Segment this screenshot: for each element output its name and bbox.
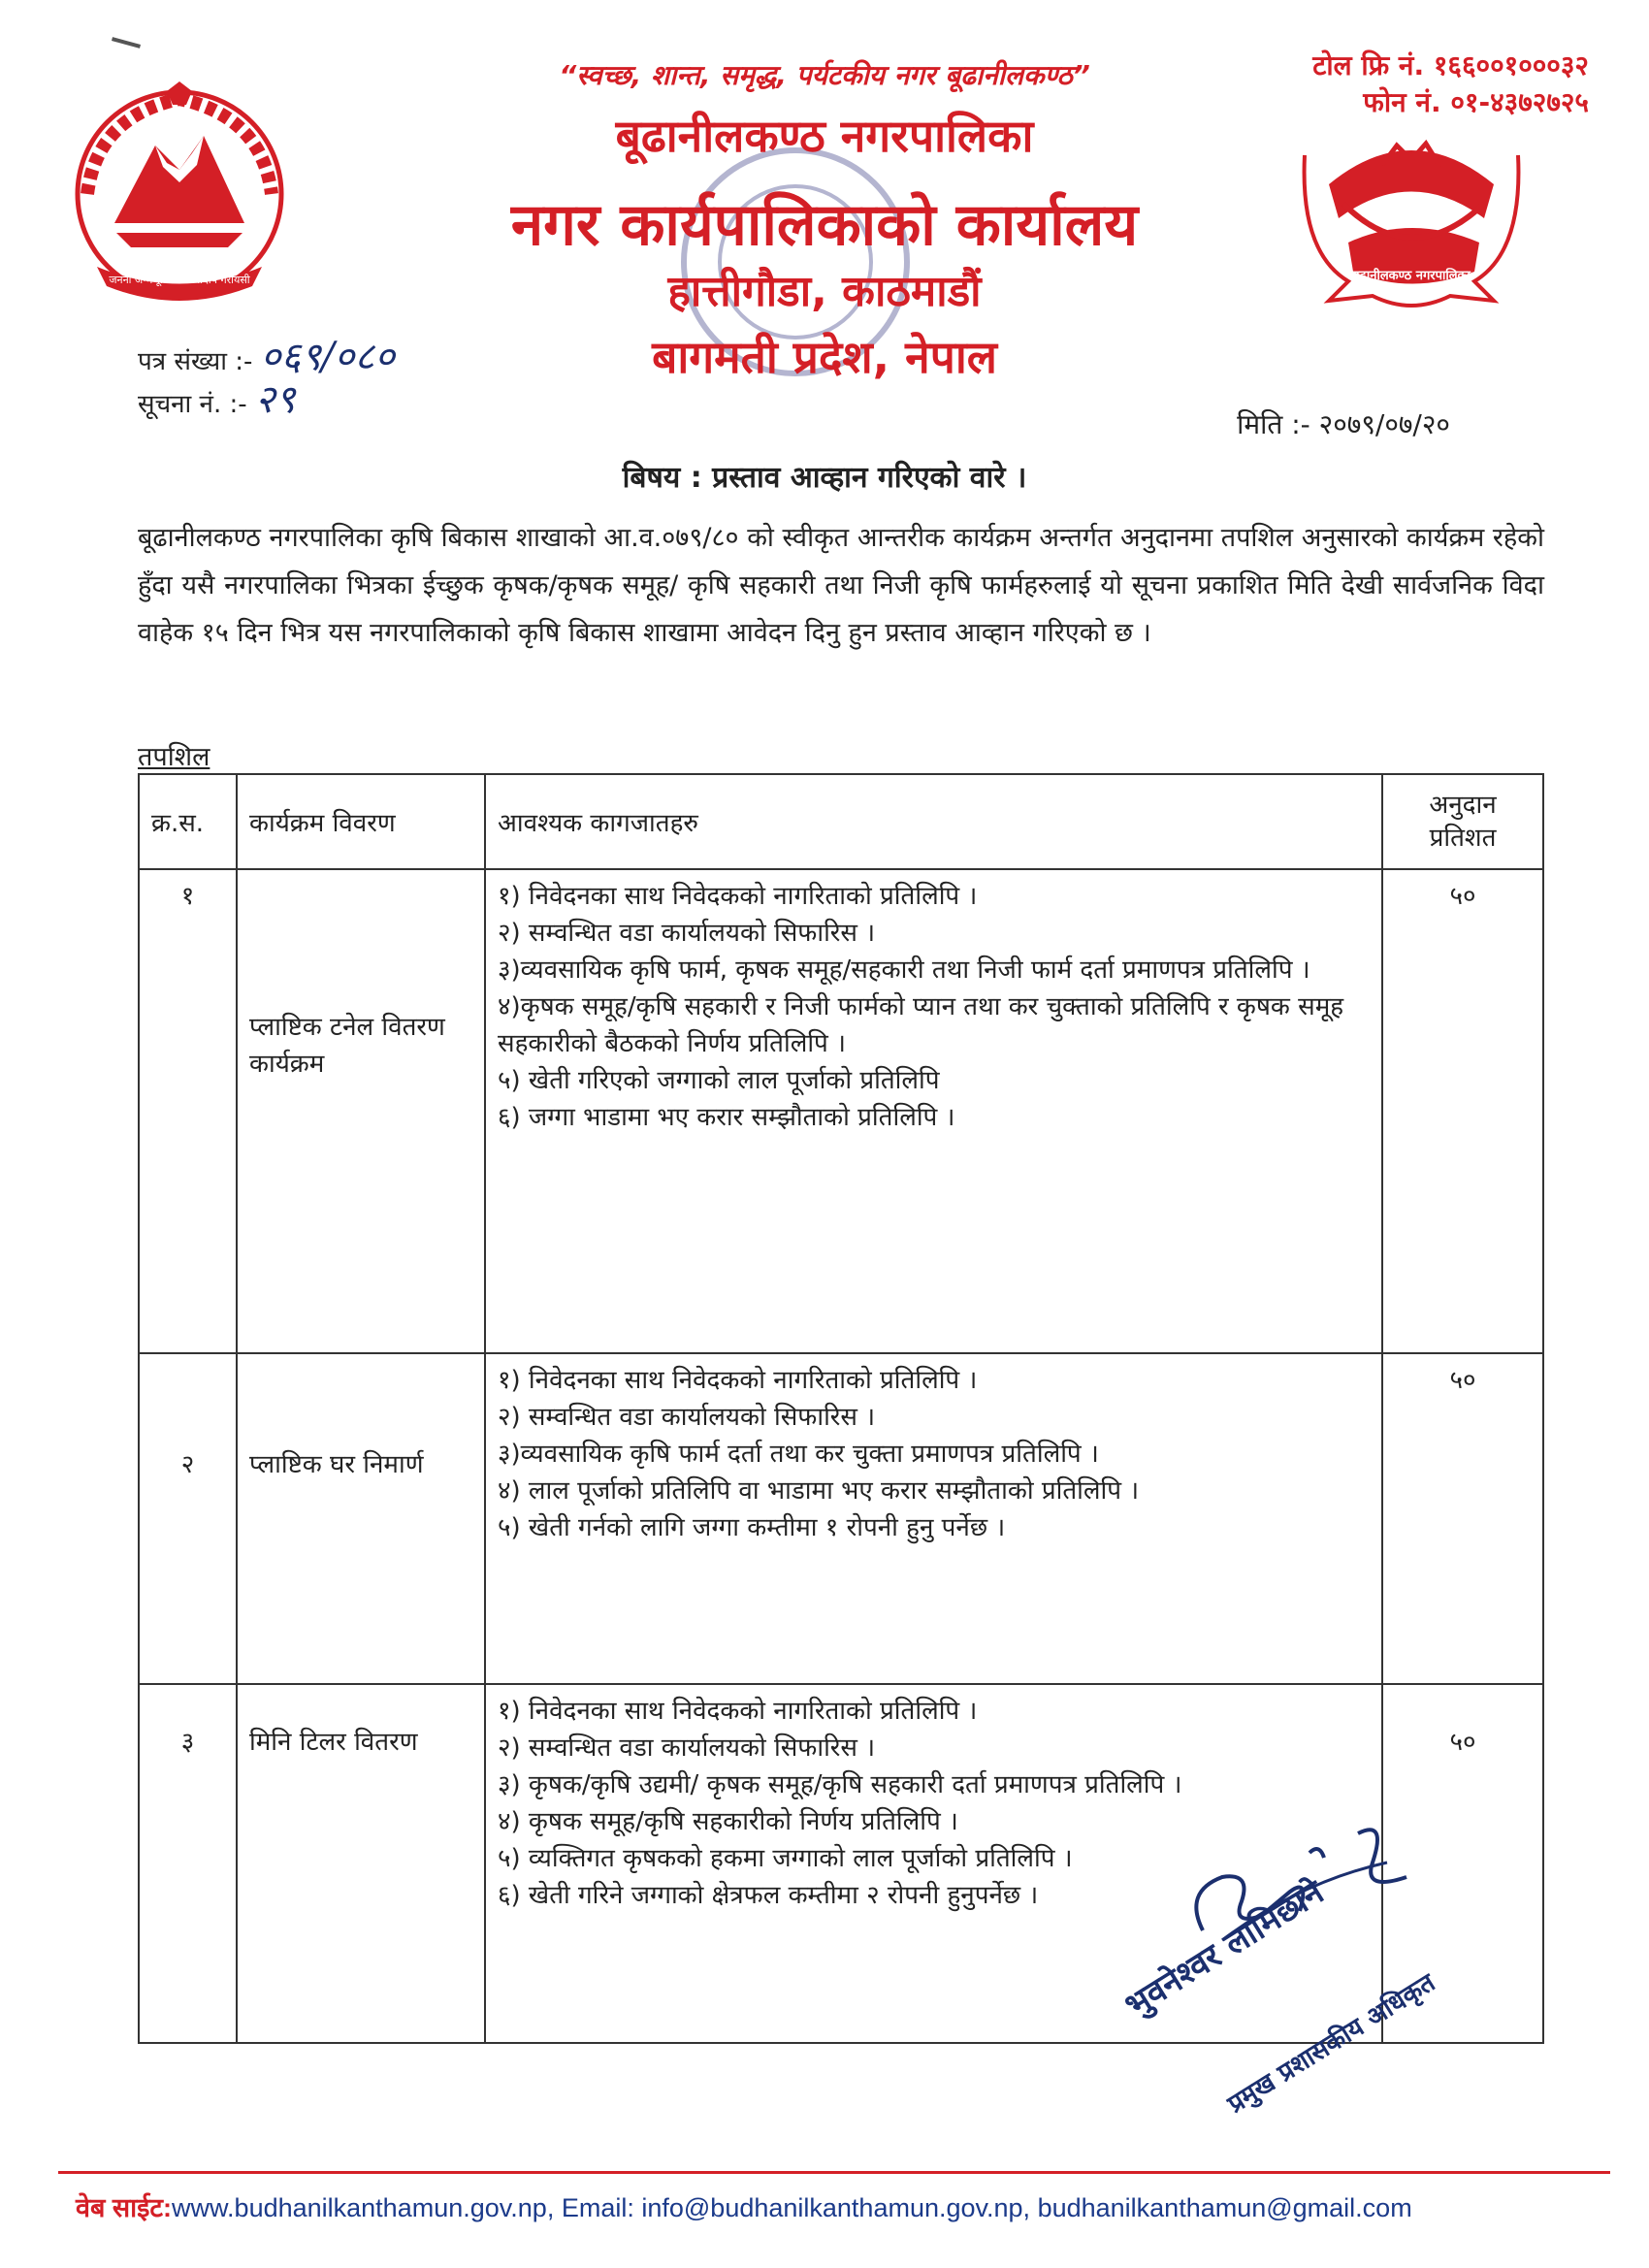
body-paragraph: बूढानीलकण्ठ नगरपालिका कृषि बिकास शाखाको आ.व.०७९/८० को स्वीकृत आन्तरीक कार्यक्रम अन्तर्गत अनुदानमा तपशिल अनुसारको कार्यक्रम रहेको हुँदा यसै नगरपालिका भित्रका ईच्छुक कृषक/कृषक समूह/ कृषि सहकारी तथा निजी कृषि फार्महरुलाई यो सूचना प्रकाशित मिति देखी सार्वजनिक विदा वाहेक १५ दिन भित्र यस नगरपालिकाको कृषि बिकास शाखामा आवेदन दिनु हुन प्रस्ताव आव्हान गरिएको छ । [138,523,1544,648]
province-name: बागमती प्रदेश, नेपाल [652,331,997,383]
pen-mark [112,37,141,49]
document-item: १) निवेदनका साथ निवेदकको नागरिताको प्रतिलिपि । [498,1697,978,1726]
col-documents: आवश्यक कागजातहरु [485,774,1382,869]
phone-number: फोन नं. ०१-४३७२७२५ [1363,86,1589,118]
row-serial: ३ [139,1684,237,2043]
document-item: ५) व्यक्तिगत कृषकको हकमा जग्गाको लाल पूर्जाको प्रतिलिपि । [498,1844,1073,1873]
col-subsidy-percent: अनुदान प्रतिशत [1382,774,1543,869]
letter-number-value: ०६९/०८० [260,335,395,379]
document-item: २) सम्वन्धित वडा कार्यालयको सिफारिस । [498,1733,876,1763]
col-serial: क्र.स. [139,774,237,869]
row-program: प्लाष्टिक घर निमार्ण [237,1353,485,1684]
notice-number-value: २९ [254,377,296,422]
toll-free-number: टोल फ्रि नं. १६६००१०००३२ [1312,49,1589,81]
row-program: प्लाष्टिक टनेल वितरण कार्यक्रम [237,869,485,1353]
document-item: ३)व्यवसायिक कृषि फार्म दर्ता तथा कर चुक्ता प्रमाणपत्र प्रतिलिपि । [498,1440,1099,1469]
logo-text: बूढानीलकण्ठ नगरपालिका [1352,269,1471,283]
document-item: ३)व्यवसायिक कृषि फार्म, कृषक समूह/सहकारी तथा निजी फार्म दर्ता प्रमाणपत्र प्रतिलिपि । [498,956,1310,985]
document-item: ५) खेती गर्नको लागि जग्गा कम्तीमा १ रोपनी हुनु पर्नेछ । [498,1513,1006,1542]
row-serial: २ [139,1353,237,1684]
table-row [139,1353,1543,1684]
notice-number-row [138,371,296,424]
email-label: Email: [561,2193,634,2222]
row-subsidy-percent: ५० [1382,869,1543,1353]
website-label: वेब साईट: [76,2193,173,2222]
notice-number-label: सूचना नं. :- [138,390,247,419]
signatory-name: भुवनेश्वर लामिछाने [1117,1872,1331,2026]
municipality-name: बूढानीलकण्ठ नगरपालिका [615,110,1034,162]
document-item: ६) खेती गरिने जग्गाको क्षेत्रफल कम्तीमा २ रोपनी हुनुपर्नेछ । [498,1881,1039,1910]
footer-contact: वेब साईट:www.budhanilkanthamun.gov.np, Email: info@budhanilkanthamun.gov.np, budhanilkanthamun@gmail.com [76,2193,1412,2222]
table-header-row [139,774,1543,869]
document-item: ६) जग्गा भाडामा भए करार सम्झौताको प्रतिलिपि । [498,1103,955,1132]
document-item: २) सम्वन्धित वडा कार्यालयको सिफारिस । [498,919,876,948]
document-item: ३) कृषक/कृषि उद्यमी/ कृषक समूह/कृषि सहकारी दर्ता प्रमाणपत्र प्रतिलिपि । [498,1770,1182,1799]
document-item: ४) कृषक समूह/कृषि सहकारीको निर्णय प्रतिलिपि । [498,1807,958,1836]
website-link[interactable]: www.budhanilkanthamun.gov.np [172,2193,547,2222]
letter-date: मिति :- २०७९/०७/२० [1237,408,1450,440]
document-item: ४) लाल पूर्जाको प्रतिलिपि वा भाडामा भए करार सम्झौताको प्रतिलिपि । [498,1476,1140,1506]
document-item: २) सम्वन्धित वडा कार्यालयको सिफारिस । [498,1403,876,1432]
email-link-secondary[interactable]: budhanilkanthamun@gmail.com [1037,2193,1412,2222]
row-subsidy-percent: ५० [1382,1353,1543,1684]
document-item: ४)कृषक समूह/कृषि सहकारी र निजी फार्मको प्यान तथा कर चुक्ताको प्रतिलिपि र कृषक समूह सहकारीको बैठकको निर्णय प्रतिलिपि । [498,992,1344,1058]
office-address: हात्तीगौडा, काठमाडौं [667,267,982,316]
document-item: १) निवेदनका साथ निवेदकको नागरिताको प्रतिलिपि । [498,882,978,911]
row-documents [485,1353,1382,1684]
document-item: ५) खेती गरिएको जग्गाको लाल पूर्जाको प्रतिलिपि [498,1066,940,1095]
emblem-motto: जननी जन्मभूमिश्च स्वर्गादपि गरीयसी [109,274,250,286]
row-documents [485,869,1382,1353]
row-serial: १ [139,869,237,1353]
office-name: नगर कार्यपालिकाको कार्यालय [510,191,1139,259]
table-row [139,869,1543,1353]
slogan: “स्वच्छ, शान्त, समृद्ध, पर्यटकीय नगर बूढानीलकण्ठ” [559,59,1090,91]
footer-divider [58,2171,1610,2174]
row-subsidy-percent: ५० [1382,1684,1543,2043]
document-item: १) निवेदनका साथ निवेदकको नागरिताको प्रतिलिपि । [498,1366,978,1395]
col-program: कार्यक्रम विवरण [237,774,485,869]
letter-number-label: पत्र संख्या :- [138,347,253,376]
email-link-primary[interactable]: info@budhanilkanthamun.gov.np [641,2193,1023,2222]
signatory-title: प्रमुख प्रशासकीय अधिकृत [1222,1968,1440,2120]
schedule-label: तपशिल [138,742,210,772]
row-program: मिनि टिलर वितरण [237,1684,485,2043]
subject-line: बिषय : प्रस्ताव आव्हान गरिएको वारे । [622,461,1027,495]
